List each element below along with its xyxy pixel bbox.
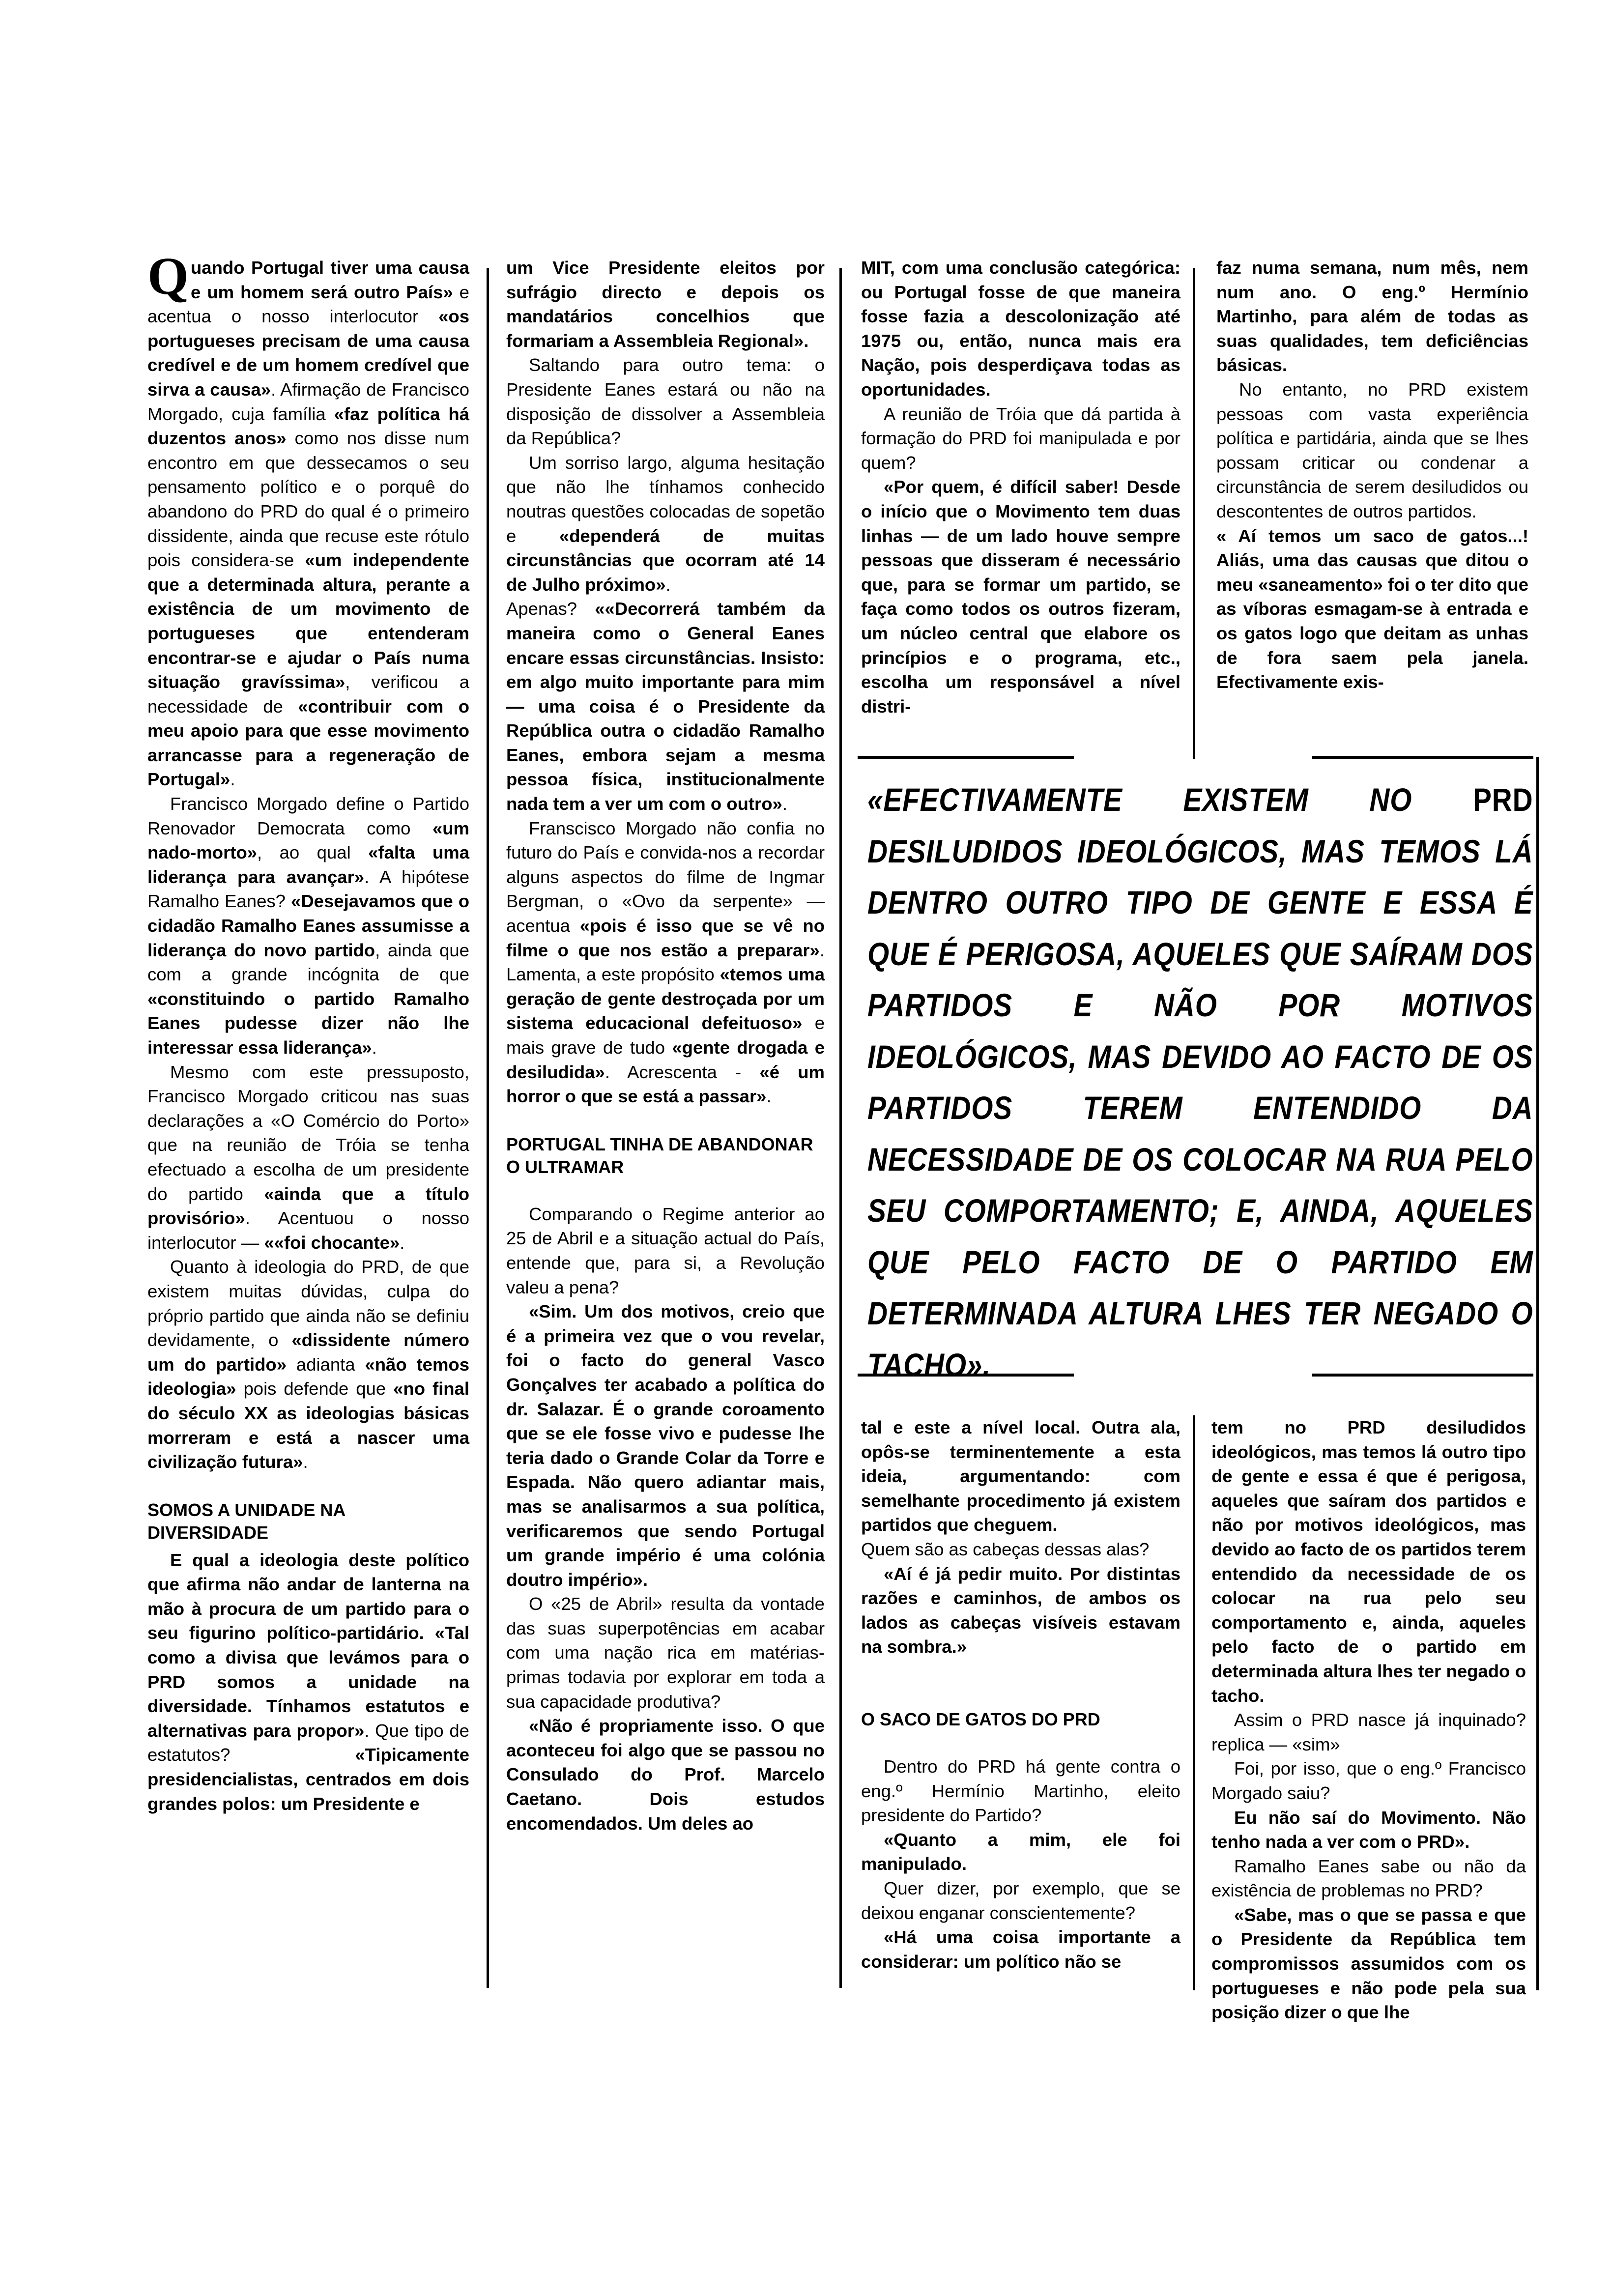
paragraph: Quer dizer, por exemplo, que se deixou enganar conscientemente?	[861, 1878, 1180, 1923]
article-column-4-bottom	[1211, 1415, 1526, 2025]
pull-quote: «EFECTIVAMENTE EXISTEM NO PRD DESILUDIDOS IDEOLÓGICOS, MAS TEMOS LÁ DENTRO OUTRO TIPO DE GENTE E ESSA É QUE É PERIGOSA, AQUELES QUE SAÍRAM DOS PARTIDOS E NÃO POR MOTIVOS IDEOLÓGICOS, MAS DEVIDO AO FACTO DE OS PARTIDOS TEREM ENTENDIDO DA NECESSIDADE DE OS COLOCAR NA RUA PELO SEU COMPORTAMENTO; E, AINDA, AQUELES QUE PELO FACTO DE O PARTIDO EM DETERMINADA ALTURA LHES TER NEGADO O TACHO».	[867, 781, 1533, 1383]
paragraph: «Há uma coisa importante a considerar: um político não se	[861, 1927, 1180, 1972]
paragraph: No entanto, no PRD existem pessoas com vasta experiência política e partidária, ainda que se lhes possam criticar ou condenar a circunstância de serem desiludidos ou descontentes de outros partidos.	[1216, 379, 1528, 521]
subheading-portugal-tinha: PORTUGAL TINHA DE ABANDONAR O ULTRAMAR	[506, 1134, 813, 1177]
paragraph: Apenas? ««Decorrerá também da maneira como o General Eanes encare essas circunstâncias. Insisto: em algo muito importante para mim — uma coisa é o Presidente da República outra o cidadão Ramalho Eanes, embora sejam a mesma pessoa física, institucionalmente nada tem a ver um com o outro».	[506, 599, 825, 814]
article-column-4-top	[1216, 256, 1528, 694]
paragraph: Foi, por isso, que o eng.º Francisco Morgado saiu?	[1211, 1758, 1526, 1803]
column-rule-2	[839, 268, 842, 1988]
column-rule-1	[487, 268, 489, 1988]
article-column-3-top	[861, 256, 1180, 718]
paragraph: « Aí temos um saco de gatos...! Aliás, uma das causas que ditou o meu «saneamento» foi o ter dito que as víboras esmagam-se à entrada e os gatos logo que deitam as unhas de fora saem pela janela. Efectivamente exis-	[1216, 525, 1528, 692]
paragraph: Saltando para outro tema: o Presidente Eanes estará ou não na disposição de dissolver a Assembleia da República?	[506, 355, 825, 449]
paragraph: faz numa semana, num mês, nem num ano. O eng.º Hermínio Martinho, para além de todas as suas qualidades, tem deficiências básicas.	[1216, 258, 1528, 375]
paragraph: Francisco Morgado define o Partido Renovador Democrata como «um nado-morto», ao qual «falta uma liderança para avançar». A hipótese Ramalho Eanes? «Desejavamos que o cidadão Ramalho Eanes assumisse a liderança do novo partido, ainda que com a grande incógnita de que «constituindo o partido Ramalho Eanes pudesse dizer não lhe interessar essa liderança».	[147, 794, 470, 1058]
pull-quote-top-rule-left	[858, 756, 1074, 759]
pull-quote-top-rule-right	[1312, 756, 1533, 759]
subheading-saco-de-gatos: O SACO DE GATOS DO PRD	[861, 1709, 1100, 1729]
paragraph: Franscisco Morgado não confia no futuro do País e convida-nos a recordar alguns aspectos do filme de Ingmar Bergman, o «Ovo da serpente» — acentua «pois é isso que se vê no filme o que nos estão a preparar». Lamenta, a este propósito «temos uma geração de gente destroçada por um sistema educacional defeituoso» e mais grave de tudo «gente drogada e desiludida». Acrescenta - «é um horror o que se está a passar».	[506, 818, 825, 1107]
paragraph: Eu não saí do Movimento. Não tenho nada a ver com o PRD».	[1211, 1807, 1526, 1852]
paragraph: Mesmo com este pressuposto, Francisco Morgado criticou nas suas declarações a «O Comércio do Porto» que na reunião de Tróia se tenha efectuado a escolha de um presidente do partido «ainda que a título provisório». Acentuou o nosso interlocutor — ««foi chocante».	[147, 1062, 470, 1253]
paragraph: Quando Portugal tiver uma causa e um homem será outro País» e acentua o nosso interlocutor «os portugueses precisam de uma causa credível e de um homem credível que sirva a causa». Afirmação de Francisco Morgado, cuja família «faz política há duzentos anos» como nos disse num encontro em que dessecamos o seu pensamento político e o porquê do abandono do PRD do qual é o primeiro dissidente, ainda que recuse este rótulo pois considera-se «um independente que a determinada altura, perante a existência de um movimento de portugueses que entenderam encontrar-se e ajudar o País numa situação gravíssima», verificou a necessidade de «contribuir com o meu apoio para que esse movimento arrancasse para a regeneração de Portugal».	[147, 247, 469, 790]
paragraph: Dentro do PRD há gente contra o eng.º Hermínio Martinho, eleito presidente do Partido?	[861, 1756, 1180, 1826]
paragraph: Ramalho Eanes sabe ou não da existência de problemas no PRD?	[1211, 1856, 1526, 1901]
paragraph: E qual a ideologia deste político que afirma não andar de lanterna na mão à procura de um partido para o seu figurino político-partidário. «Tal como a divisa que levámos para o PRD somos a unidade na diversidade. Tínhamos estatutos e alternativas para propor». Que tipo de estatutos? «Tipicamente presidencialistas, centrados em dois grandes polos: um Presidente e	[147, 1550, 469, 1814]
paragraph: Assim o PRD nasce já inquinado? replica — «sim»	[1211, 1710, 1526, 1754]
paragraph: Comparando o Regime anterior ao 25 de Abril e a situação actual do País, entende que, para si, a Revolução valeu a pena?	[506, 1204, 825, 1297]
article-column-2	[506, 256, 825, 1836]
paragraph: «Quanto a mim, ele foi manipulado.	[861, 1829, 1180, 1874]
paragraph: «Sim. Um dos motivos, creio que é a primeira vez que o vou revelar, foi o facto do general Vasco Gonçalves ter acabado a política do dr. Salazar. É o grande coroamento que se ele fosse vivo e pudesse lhe teria dado o Grande Colar da Torre e Espada. Não quero adiantar mais, mas se analisarmos a sua política, verificaremos que sendo Portugal um grande império é uma colónia doutro império».	[506, 1301, 825, 1590]
paragraph: «Não é propriamente isso. O que aconteceu foi algo que se passou no Consulado do Prof. Marcelo Caetano. Dois estudos encomendados. Um deles ao	[506, 1716, 825, 1834]
paragraph: O «25 de Abril» resulta da vontade das suas superpotências em acabar com uma nação rica em matérias-primas todavia por explorar em toda a sua capacidade produtiva?	[506, 1594, 825, 1712]
paragraph: «Aí é já pedir muito. Por distintas razões e caminhos, de ambos os lados as cabeças visíveis estavam na sombra.»	[861, 1563, 1180, 1657]
pull-quote-right-rule	[1536, 757, 1539, 1990]
column-rule-3b	[1193, 1415, 1195, 1990]
paragraph: um Vice Presidente eleitos por sufrágio directo e depois os mandatários concelhios que formariam a Assembleia Regional».	[506, 258, 825, 351]
subheading-somos-a-unidade: SOMOS A UNIDADE NA DIVERSIDADE	[147, 1499, 345, 1543]
drop-cap: Q	[147, 247, 189, 306]
article-column-3-bottom	[861, 1415, 1180, 1974]
paragraph: MIT, com uma conclusão categórica: ou Portugal fosse de que maneira fosse fazia a descolonização até 1975 ou, então, nunca mais era Nação, pois desperdiçava todas as oportunidades.	[861, 258, 1180, 400]
article-column-1	[147, 247, 470, 1816]
paragraph: «Por quem, é difícil saber! Desde o início que o Movimento tem duas linhas — de um lado houve sempre pessoas que disseram é necessário que, para se formar um partido, se faça como todos os outros fizeram, um núcleo central que elabore os princípios e o programa, etc., escolha um responsável a nível distri-	[861, 477, 1180, 717]
paragraph: tem no PRD desiludidos ideológicos, mas temos lá outro tipo de gente e essa é que é perigosa, aqueles que saíram dos partidos e não por motivos ideológicos, mas devido ao facto de os partidos terem entendido da necessidade de os colocar na rua pelo seu comportamento e, ainda, aqueles pelo facto de o partido em determinada altura lhes ter negado o tacho.	[1211, 1417, 1526, 1706]
paragraph: «Sabe, mas o que se passa e que o Presidente da República tem compromissos assumidos com os portugueses e não pode pela sua posição dizer o que lhe	[1211, 1904, 1526, 2023]
pull-quote-prd: PRD	[1473, 781, 1533, 818]
paragraph: A reunião de Tróia que dá partida à formação do PRD foi manipulada e por quem?	[861, 403, 1180, 473]
paragraph: Quem são as cabeças dessas alas?	[861, 1539, 1150, 1559]
column-rule-3a	[1193, 268, 1195, 759]
paragraph: Um sorriso largo, alguma hesitação que não lhe tínhamos conhecido noutras questões colocadas de sopetão e «dependerá de muitas circunstâncias que ocorram até 14 de Julho próximo».	[506, 452, 825, 595]
paragraph: tal e este a nível local. Outra ala, opôs-se terminentemente a esta ideia, argumentando: com semelhante procedimento já existem partidos que cheguem.	[861, 1417, 1180, 1535]
paragraph: Quanto à ideologia do PRD, de que existem muitas dúvidas, culpa do próprio partido que ainda não se definiu devidamente, o «dissidente número um do partido» adianta «não temos ideologia» pois defende que «no final do século XX as ideologias básicas morreram e está a nascer uma civilização futura».	[147, 1257, 469, 1472]
